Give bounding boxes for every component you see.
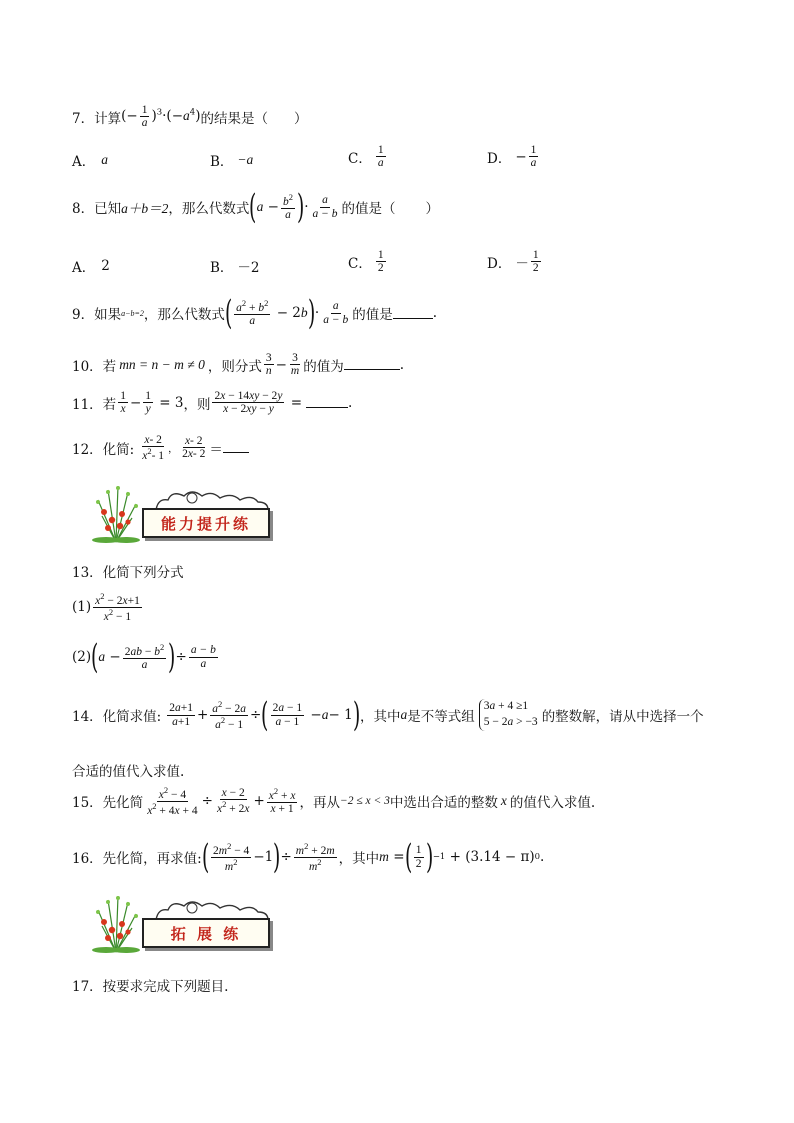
q8-option-d: D． － $\frac{1}{2}$ <box>487 249 539 275</box>
q7-option-d: D． − $\frac{1}{a}$ <box>487 144 537 170</box>
banner-label: 拓 展 练 <box>142 918 270 948</box>
question-17 <box>72 975 228 995</box>
q10-condition: mn = n − m ≠ 0 <box>119 356 205 372</box>
q11-condition: $\frac{1}{x}$ − $\frac{1}{y}$ = 3 <box>120 390 184 416</box>
question-16 <box>72 837 545 877</box>
q14-expr: $\frac{2a+1}{a+1}$ + $\frac{a^2 - 2a}{a^2 - 1}$ ÷ ( $\frac{2a - 1}{a - 1}$ − a − 1 ) <box>169 695 360 735</box>
q11-end: . <box>348 394 353 411</box>
question-14 <box>72 695 704 735</box>
q7-expr: (− $\frac{1}{a}$ )$^3\cdot(-a^4)$ <box>121 104 201 130</box>
q8-stem-3: 的值是（ <box>341 201 396 217</box>
q14-stem-2: ，其中 <box>359 709 401 725</box>
q10-end: . <box>399 356 404 373</box>
q11-expr: $\frac{2x - 14xy - 2y}{x - 2xy - y}$ = <box>214 390 303 416</box>
q16-expr: ( $\frac{2m^2 - 4}{m^2}$ −1 ) ÷ $\frac{m^2 + 2m}{m^2}$ <box>201 837 335 877</box>
q13-part-2-label: (2) <box>72 649 92 665</box>
q17-stem: 17．按要求完成下列题目. <box>72 979 229 995</box>
q9-answer-blank[interactable] <box>393 306 433 319</box>
q16-end: . <box>540 849 545 865</box>
q16-stem-2: ，其中 <box>338 851 380 867</box>
question-9 <box>72 293 438 333</box>
q13-part-2 <box>72 637 220 677</box>
q8-option-a: A． 2 <box>72 258 110 276</box>
q9-stem-3: 的值是 <box>352 307 393 323</box>
q12-stem: 12．化简: <box>72 441 135 458</box>
section-banner-ability <box>88 482 278 542</box>
q13-part-1-expr: $\frac{x^2 - 2x+1}{x^2 - 1}$ <box>95 591 140 623</box>
q8-expr: ( a − $\frac{b^2}{a}$ ) · $\frac{a}{a - b}$ <box>249 187 338 227</box>
q14-variable: a <box>400 707 408 722</box>
q14-inequality-system: 3a + 4 ≥1 5 − 2a > −3 <box>479 699 538 730</box>
banner-label: 能力提升练 <box>142 508 270 538</box>
q10-answer-blank[interactable] <box>344 357 400 370</box>
q16-stem: 16．先化简，再求值: <box>72 851 202 867</box>
question-13 <box>72 561 184 581</box>
q8-option-b: B． －2 <box>210 260 260 276</box>
q8-stem-2: ，那么代数式 <box>168 201 250 217</box>
q15-variable: x <box>500 793 507 809</box>
q7-option-b: B． −a <box>210 152 254 170</box>
q7-option-a: A． a <box>72 152 108 170</box>
q15-stem-4: 的值代入求值. <box>509 795 596 812</box>
q12-answer-blank[interactable] <box>223 440 249 453</box>
q9-stem-2: ，那么代数式 <box>143 307 225 323</box>
q14-stem-3: 是不等式组 <box>407 709 475 725</box>
question-7 <box>72 104 307 129</box>
q7-stem-2: 的结果是（ <box>200 110 268 127</box>
question-11 <box>72 390 352 415</box>
q13-stem: 13．化简下列分式 <box>72 565 184 581</box>
question-10 <box>72 352 404 377</box>
flower-plant-icon <box>88 482 144 544</box>
question-15 <box>72 786 595 817</box>
flower-plant-icon <box>88 892 144 954</box>
q13-part-2-expr: ( a − $\frac{2ab - b^2}{a}$ ) ÷ $\frac{a - b}{a}$ <box>91 637 216 677</box>
q14-stem: 14．化简求值: <box>72 709 162 725</box>
q9-stem: 9．如果 <box>72 307 122 323</box>
q15-stem-2: ，再从 <box>299 795 340 812</box>
q7-option-c: C． $\frac{1}{a}$ <box>348 144 384 170</box>
q8-condition: a＋b＝2 <box>121 201 169 216</box>
q14-stem-5: 合适的值代入求值. <box>72 764 185 780</box>
q15-range: −2 ≤ x < 3 <box>339 795 390 808</box>
question-14-cont <box>72 760 184 780</box>
q10-stem-3: 的值为 <box>303 358 344 375</box>
q9-expr: ( $\frac{a^2 + b^2}{a}$ − 2 b ) · $\frac{a}{a - b}$ <box>224 293 349 333</box>
q11-stem-2: ，则 <box>183 396 211 413</box>
question-12 <box>72 434 249 462</box>
q9-end: . <box>432 305 438 321</box>
q15-stem: 15．先化简 <box>72 795 144 812</box>
q8-option-c: C． $\frac{1}{2}$ <box>348 249 384 275</box>
section-banner-extension <box>88 892 278 952</box>
q13-part-1-label: (1) <box>72 599 92 616</box>
q10-stem: 10．若 <box>72 358 117 375</box>
q8-stem: 8．已知 <box>72 201 122 217</box>
question-8 <box>72 187 440 227</box>
q7-stem-3: ） <box>293 110 308 127</box>
q9-condition: a−b=2 <box>121 308 144 318</box>
q10-stem-2: ，则分式 <box>207 358 262 375</box>
q12-expr: $\frac{x- 2}{x^2- 1}$ ， $\frac{x- 2}{2x- 2}$ <box>142 434 206 462</box>
q7-stem: 7．计算 <box>72 110 122 127</box>
q15-stem-3: 中选出合适的整数 <box>389 795 498 812</box>
q10-expr: $\frac{3}{n}$ − $\frac{3}{m}$ <box>265 352 300 378</box>
q11-answer-blank[interactable] <box>306 395 348 408</box>
q15-expr: $\frac{x^2 - 4}{x^2 + 4x + 4}$ ÷ $\frac{x - 2}{x^2 + 2x}$ + $\frac{x^2 + x}{x + 1}$ <box>147 785 296 817</box>
q11-stem: 11．若 <box>72 396 117 413</box>
q13-part-1 <box>72 592 144 623</box>
q12-equals: ＝ <box>209 441 223 458</box>
q14-stem-4: 的整数解，请从中选择一个 <box>541 709 704 725</box>
q16-value: m = ( $\frac{1}{2}$ ) −1 + (3.14 − π) 0 <box>379 837 541 877</box>
q8-stem-4: ） <box>425 201 440 217</box>
